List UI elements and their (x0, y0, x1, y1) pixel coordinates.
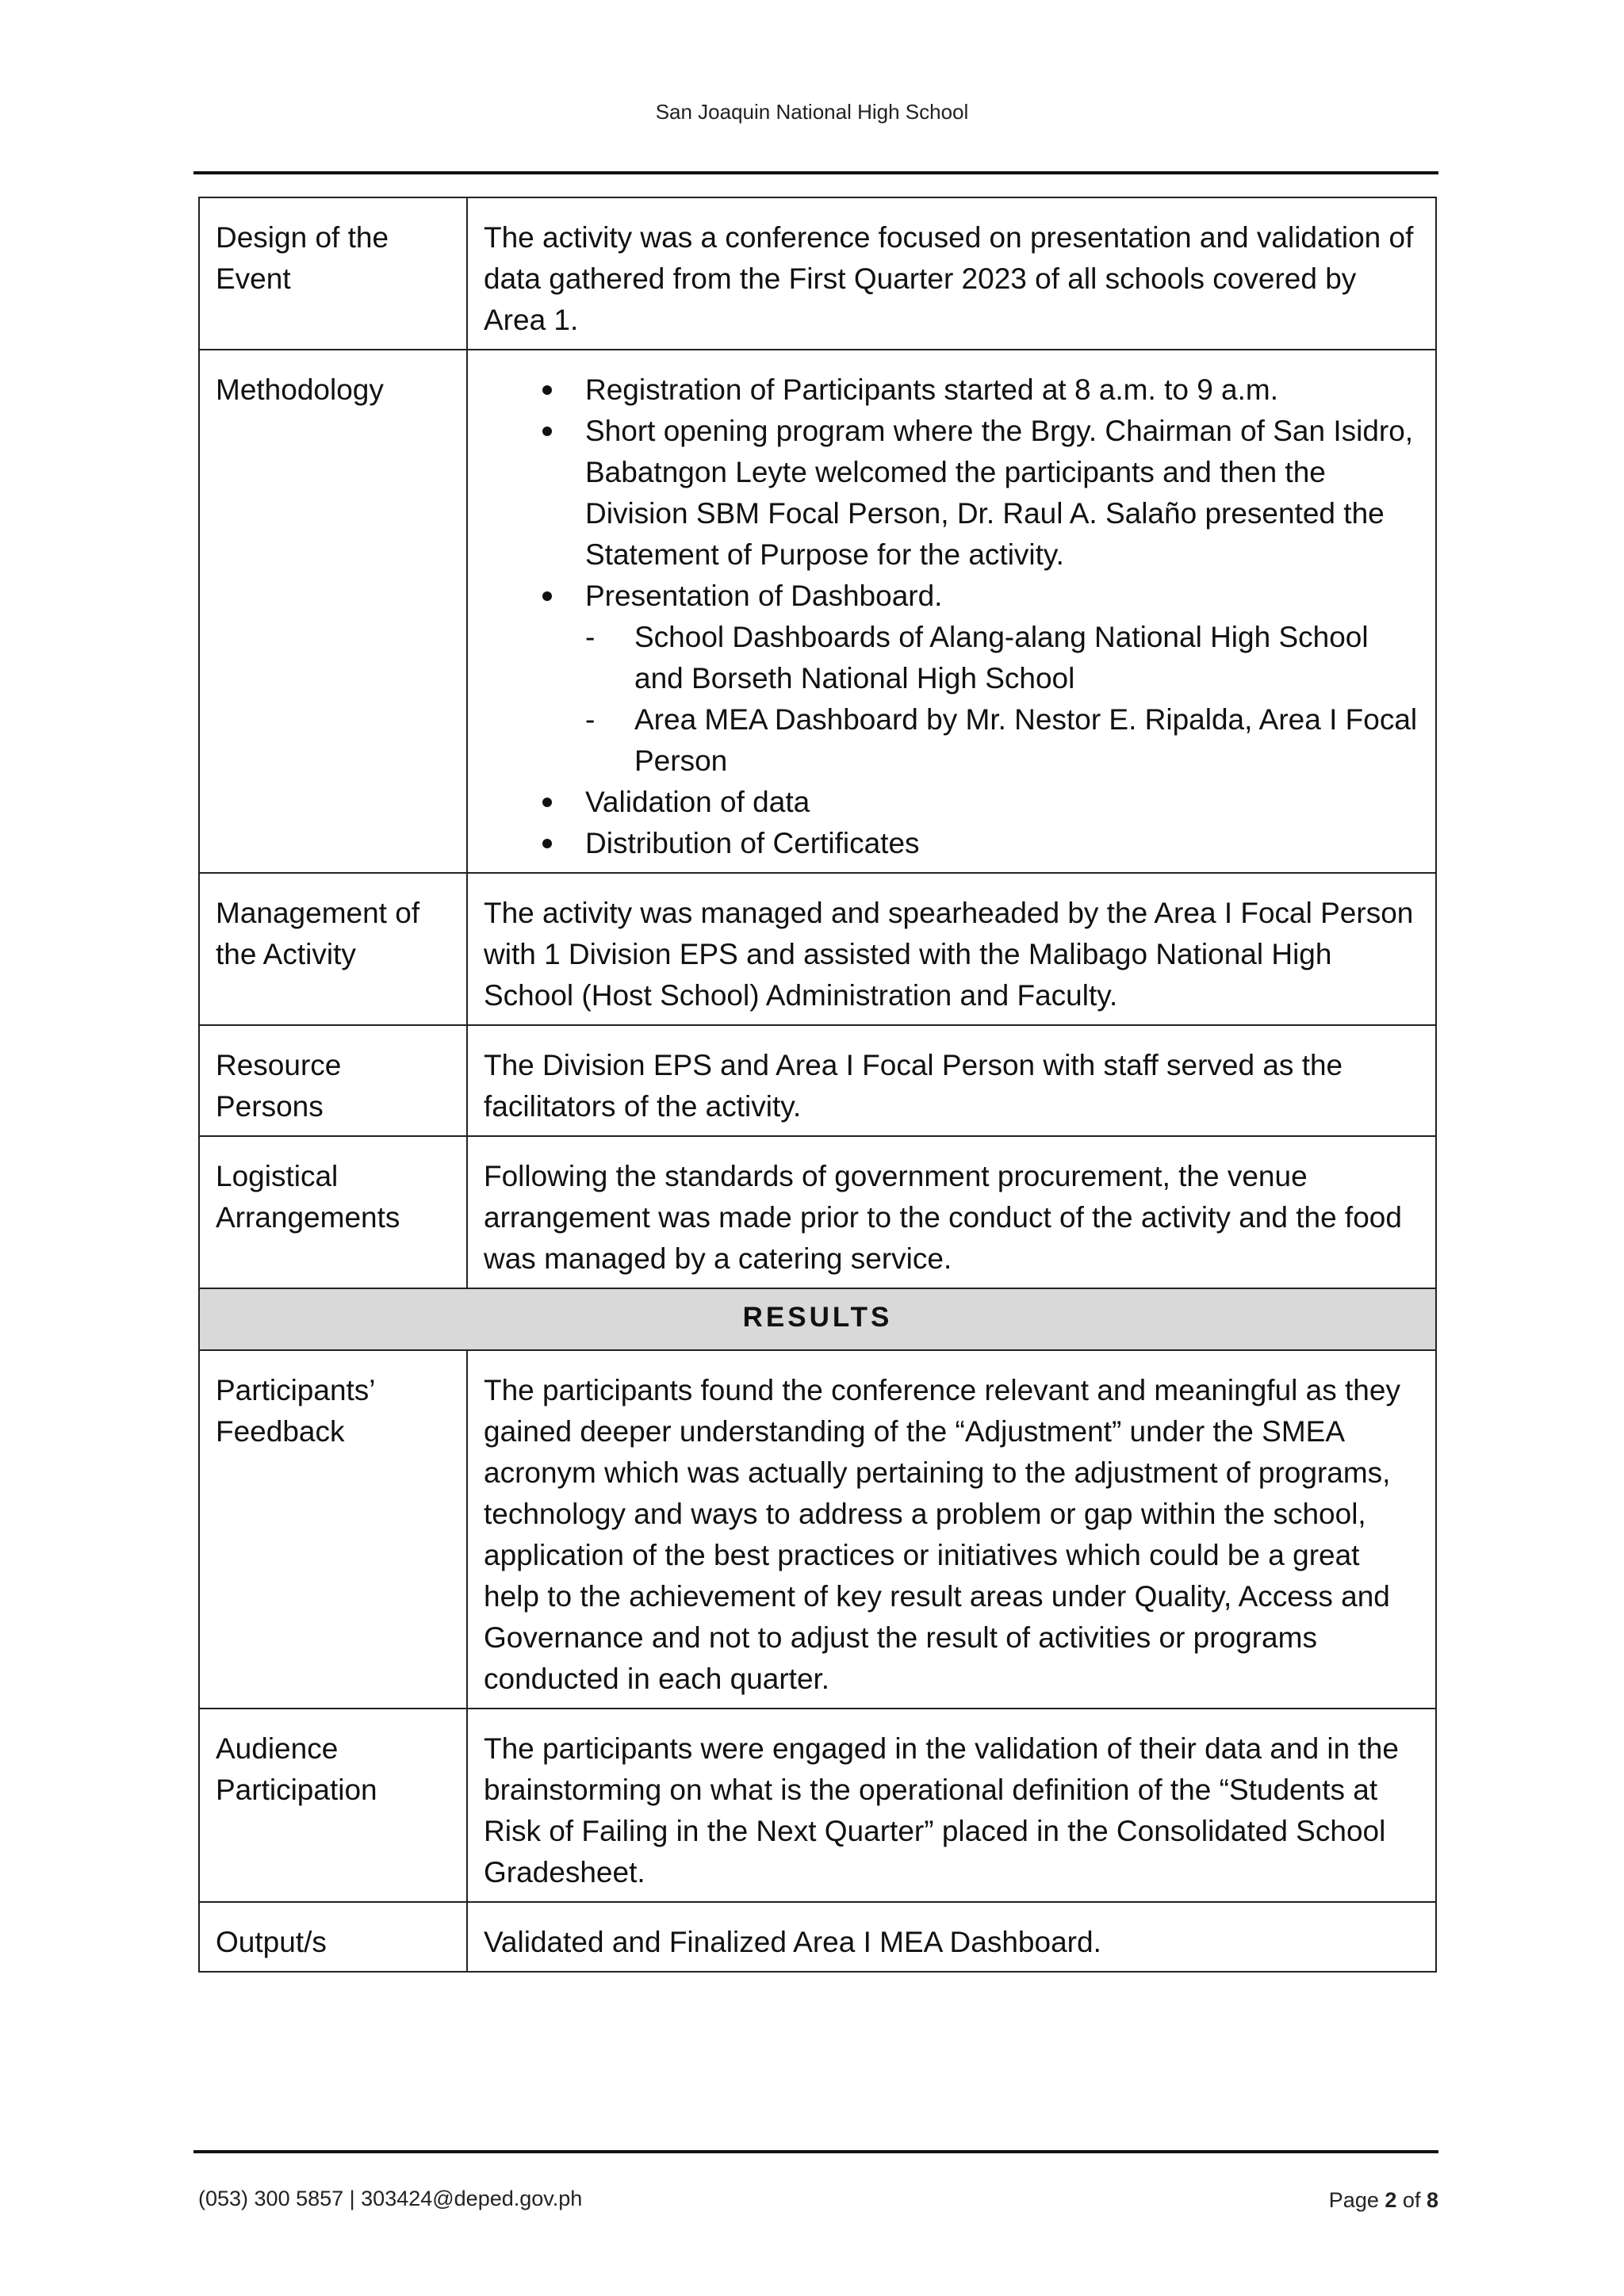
row-text: The participants were engaged in the validation of their data and in the brainstorming on what is the operational definition of the “Students at Risk of Failing in the Next Quarter” placed in the Consolidated School Gradesheet. (467, 1709, 1436, 1902)
header-divider (193, 171, 1438, 174)
list-item: Validation of data (542, 782, 1419, 823)
row-label: Output/s (199, 1902, 467, 1972)
row-label: Design of the Event (199, 197, 467, 350)
list-item (542, 576, 1419, 782)
table-row (199, 197, 1436, 350)
row-label: Logistical Arrangements (199, 1136, 467, 1288)
row-label: Methodology (199, 350, 467, 873)
page-word: Page (1328, 2188, 1379, 2212)
page-of: of (1402, 2188, 1421, 2212)
table-row (199, 1902, 1436, 1972)
list-item: Distribution of Certificates (542, 823, 1419, 864)
list-item: Registration of Participants started at 8 a.m. to 9 a.m. (542, 369, 1419, 411)
results-heading-row (199, 1288, 1436, 1350)
list-item: Short opening program where the Brgy. Chairman of San Isidro, Babatngon Leyte welcomed the participants and then the Division SBM Focal Person, Dr. Raul A. Salaño presented the Statement of Purpose for the activity. (542, 411, 1419, 576)
row-text: Validated and Finalized Area I MEA Dashboard. (467, 1902, 1436, 1972)
header-school-name: San Joaquin National High School (655, 100, 969, 124)
list-item-text: Presentation of Dashboard. (585, 580, 943, 612)
table-row (199, 350, 1436, 873)
sub-list-item: - School Dashboards of Alang-alang National High School and Borseth National High School (585, 617, 1419, 699)
row-label: Participants’ Feedback (199, 1350, 467, 1709)
table-row (199, 1025, 1436, 1136)
row-text: The participants found the conference relevant and meaningful as they gained deeper understanding of the “Adjustment” under the SMEA acronym which was actually pertaining to the adjustment of programs, technology and ways to address a problem or gap within the school, application of the best practices or initiatives which could be a great help to the achievement of key result areas under Quality, Access and Governance and not to adjust the result of activities or programs conducted in each quarter. (467, 1350, 1436, 1709)
row-text: Following the standards of government procurement, the venue arrangement was made prior to the conduct of the activity and the food was managed by a catering service. (467, 1136, 1436, 1288)
row-text: The Division EPS and Area I Focal Person with staff served as the facilitators of the activity. (467, 1025, 1436, 1136)
page-current: 2 (1385, 2188, 1397, 2212)
page-total: 8 (1426, 2188, 1438, 2212)
table-row (199, 873, 1436, 1025)
row-label: Management of the Activity (199, 873, 467, 1025)
methodology-list (484, 369, 1419, 864)
table-row (199, 1136, 1436, 1288)
sub-list (585, 617, 1419, 782)
report-table (198, 197, 1437, 1973)
footer-contact: (053) 300 5857 | 303424@deped.gov.ph (198, 2187, 583, 2210)
footer-divider (193, 2150, 1438, 2153)
table-row (199, 1709, 1436, 1902)
row-text: The activity was a conference focused on presentation and validation of data gathered from the First Quarter 2023 of all schools covered by Area 1. (467, 197, 1436, 350)
methodology-cell (467, 350, 1436, 873)
row-label: Audience Participation (199, 1709, 467, 1902)
row-label: Resource Persons (199, 1025, 467, 1136)
results-heading: RESULTS (199, 1288, 1436, 1350)
table-row (199, 1350, 1436, 1709)
row-text: The activity was managed and spearheaded by the Area I Focal Person with 1 Division EPS and assisted with the Malibago National High School (Host School) Administration and Faculty. (467, 873, 1436, 1025)
sub-list-item: - Area MEA Dashboard by Mr. Nestor E. Ripalda, Area I Focal Person (585, 699, 1419, 782)
page-number (1329, 2188, 1438, 2213)
